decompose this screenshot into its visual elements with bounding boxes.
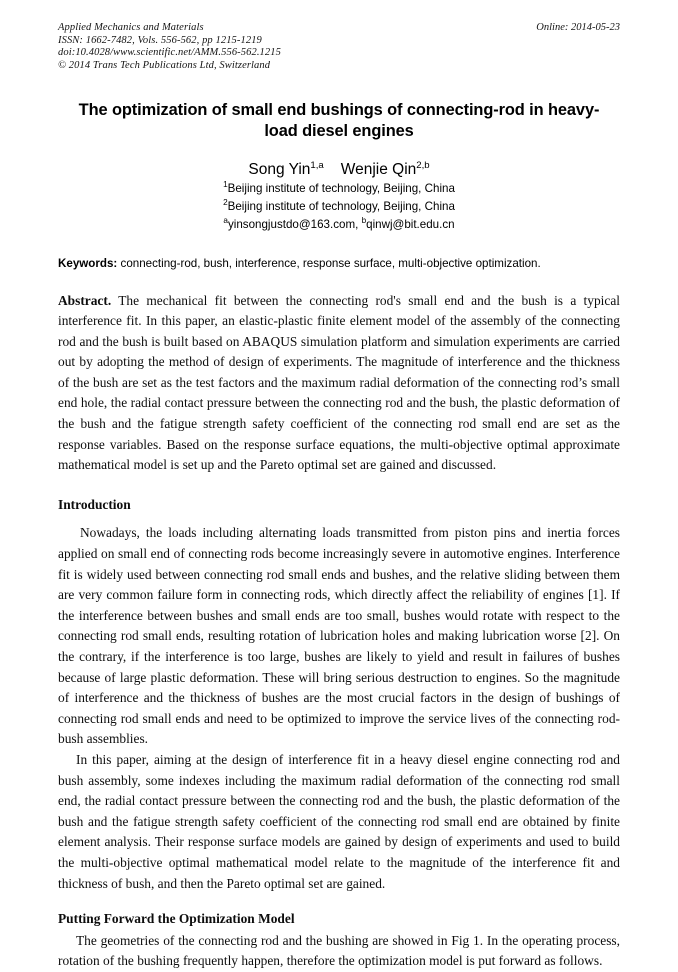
email-a-marker: a (223, 216, 228, 226)
keywords-label: Keywords: (58, 256, 118, 270)
author-emails (58, 216, 620, 234)
abstract-block (58, 291, 620, 476)
email-b-marker: b (361, 216, 367, 226)
keywords-value: connecting-rod, bush, interference, response surface, multi-objective optimization. (120, 256, 541, 270)
abstract-label: Abstract. (58, 292, 112, 308)
abstract-text: The mechanical fit between the connecting rod's small end and the bush is a typical interference fit. In this paper, an elastic-plastic finite element model of the assembly of the connecting rod and the bush is built based on ABAQUS simulation platform and simulation experiments are carried out by adopting the method of design of experiments. The magnitude of interference and the thickness of the bush are set as the test factors and the maximum radial deformation of the connecting rod’s small end hole, the radial contact pressure between the connecting rod and the bush, the plastic deformation of the bush and the fatigue strength safety coefficient of the connecting rod small end are set as the response variables. Based on the response surface equations, the multi-objective optimal approximate mathematical model is set up and the Pareto optimal set are gained and discussed. (58, 292, 620, 473)
section-heading-introduction: Introduction (58, 496, 131, 512)
author-second-superscript: 2,b (416, 159, 430, 171)
keywords-line (58, 256, 620, 272)
affiliation-2-text: Beijing institute of technology, Beijing, China (227, 199, 455, 213)
page-title: The optimization of small end bushings of connecting-rod in heavy-load diesel engines (78, 101, 600, 140)
author-first-name: Song Yin (248, 161, 311, 178)
email-b[interactable]: qinwj@bit.edu.cn (366, 218, 455, 231)
affiliation-2 (58, 198, 620, 216)
optimization-model-paragraph-1: The geometries of the connecting rod and the bushing are showed in Fig 1. In the operating process, rotation of the bushing frequently happen, therefore the optimization model is put forward as follows. (58, 932, 620, 969)
affiliation-1-text: Beijing institute of technology, Beijing, China (227, 182, 455, 195)
author-second (341, 161, 430, 178)
section-heading-optimization-model: Putting Forward the Optimization Model (58, 911, 295, 927)
journal-doi: doi:10.4028/www.scientific.net/AMM.556-562.1215 (58, 47, 281, 59)
author-first (248, 161, 323, 178)
email-a[interactable]: yinsongjustdo@163.com, (227, 218, 359, 231)
introduction-paragraph-1: Nowadays, the loads including alternating loads transmitted from piston pins and inertia forces applied on small end of connecting rods become increasingly severe in automotive engines. Interference fit is widely used between connecting rod small ends and bushes, and the relative sliding between them are very common failure form in connecting rods, which directly affect the reliability of engines [1]. If the interference between bushes and small ends are too small, bushes would rotate with respect to the connecting rod small ends, resulting rotation of lubrication holes and making lubrication worse [2]. On the contrary, if the interference is too large, bushes are likely to yield and result in failures of bushes because of large plastic deformation. These will bring serious destruction to engines. So the magnitude of interference and the thickness of bushes are the most crucial factors in the design of bushings of connecting rod small ends and need to be optimized to improve the service lives of the connecting rod-bush assemblies. (58, 525, 620, 747)
affiliation-2-marker: 2 (223, 197, 228, 207)
affiliation-1-marker: 1 (223, 180, 228, 190)
author-second-name: Wenjie Qin (340, 161, 417, 178)
journal-copyright: © 2014 Trans Tech Publications Ltd, Switzerland (58, 59, 271, 71)
author-list (58, 160, 620, 180)
journal-issn-volume: ISSN: 1662-7482, Vols. 556-562, pp 1215-1219 (58, 34, 262, 46)
affiliation-1 (58, 180, 620, 198)
online-publication-date: Online: 2014-05-23 (536, 22, 620, 33)
introduction-paragraph-2: In this paper, aiming at the design of interference fit in a heavy diesel engine connecting rod and bush assembly, some indexes including the maximum radial deformation of the connecting rod small end, the radial contact pressure between the connecting rod and the bush, the plastic deformation of the bush and the fatigue strength safety coefficient of the connecting rod small end are obtained by finite element analysis. Their response surface models are gained by design of experiments and used to build the multi-objective optimal mathematical model relate to the magnitude of the interference fit and thickness of bush, and then the Pareto optimal set are gained. (58, 751, 620, 891)
journal-name: Applied Mechanics and Materials (58, 22, 204, 33)
author-first-superscript: 1,a (310, 159, 324, 171)
journal-header (58, 22, 620, 74)
